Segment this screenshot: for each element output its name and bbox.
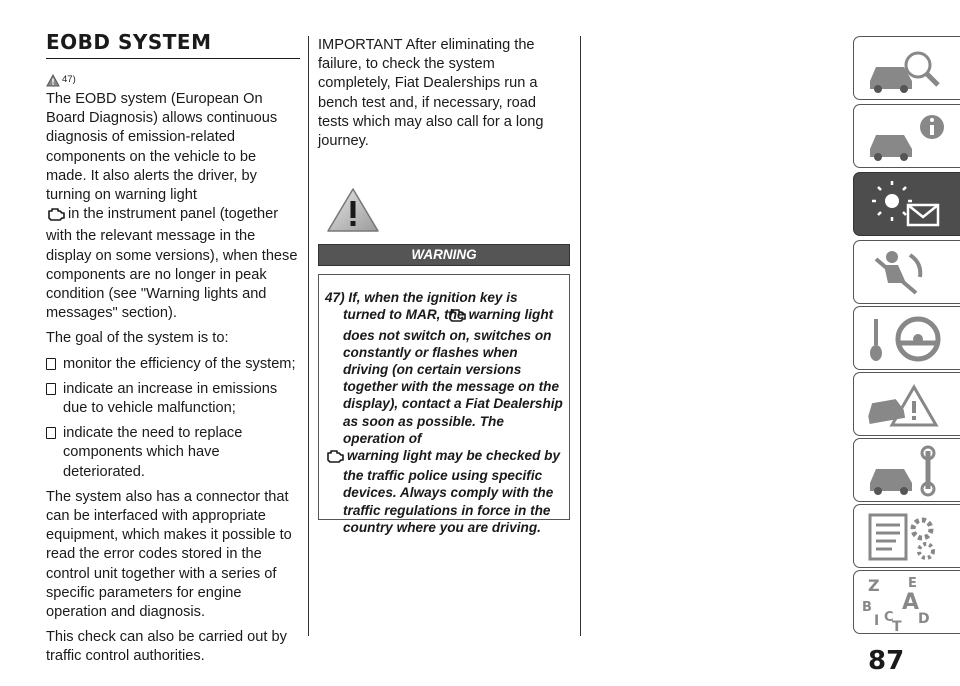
tab-maintenance[interactable] bbox=[853, 438, 960, 502]
list-item: indicate an increase in emissions due to vehicle malfunction; bbox=[46, 380, 300, 418]
page-number: 87 bbox=[868, 646, 905, 676]
tab-emergency[interactable] bbox=[853, 372, 960, 436]
svg-text:Z: Z bbox=[868, 576, 880, 595]
tab-warning-lights[interactable] bbox=[853, 172, 960, 236]
intro-paragraph bbox=[46, 90, 300, 323]
svg-text:D: D bbox=[918, 611, 930, 627]
svg-text:B: B bbox=[862, 600, 872, 615]
intro-text-a: The EOBD system (European On Board Diagnosis) allows continuous diagnosis of emission-related components on the vehicle to be made. It also alerts the driver, by turning on warning light bbox=[46, 91, 278, 204]
warning-box bbox=[318, 274, 570, 535]
column-divider bbox=[580, 36, 581, 636]
list-item: indicate the need to replace components which have deteriorated. bbox=[46, 424, 300, 482]
car-search-icon bbox=[862, 41, 952, 97]
engine-check-icon bbox=[343, 449, 345, 467]
tab-technical-data[interactable] bbox=[853, 504, 960, 568]
car-emergency-icon bbox=[862, 377, 952, 433]
svg-text:A: A bbox=[902, 590, 920, 615]
middle-column bbox=[318, 36, 570, 535]
checkbox-bullet-icon bbox=[46, 358, 56, 370]
tab-index[interactable] bbox=[853, 570, 960, 634]
section-title: EOBD SYSTEM bbox=[46, 30, 300, 59]
goal-paragraph: The goal of the system is to: bbox=[46, 330, 229, 347]
warning-reference bbox=[46, 67, 300, 87]
svg-text:I: I bbox=[874, 613, 880, 629]
svg-text:C: C bbox=[884, 610, 894, 625]
checkbox-bullet-icon bbox=[46, 427, 56, 439]
intro-text-b: in the instrument panel (together with the relevant message in the display on some versions), when these components are no longer in peak condition (see "Warning lights and messages" section). bbox=[46, 206, 298, 322]
tab-starting-driving[interactable] bbox=[853, 306, 960, 370]
steering-key-icon bbox=[862, 311, 952, 367]
car-maintenance-icon bbox=[862, 443, 952, 499]
important-paragraph: IMPORTANT After eliminating the failure, to check the system completely, Fiat Dealerships run a bench test and, if necessary, road tests which may also call for a long journey. bbox=[318, 37, 544, 150]
svg-text:T: T bbox=[892, 619, 902, 631]
warning-header: WARNING bbox=[318, 244, 570, 266]
engine-check-icon bbox=[46, 207, 66, 227]
specs-gears-icon bbox=[862, 509, 952, 565]
alphabet-index-icon bbox=[862, 575, 952, 631]
warning-lights-icon bbox=[862, 177, 952, 233]
car-info-icon bbox=[862, 109, 952, 165]
engine-check-icon bbox=[465, 308, 467, 326]
tab-knowing-instrument[interactable] bbox=[853, 104, 960, 168]
left-column bbox=[46, 30, 300, 673]
column-divider bbox=[308, 36, 309, 636]
authorities-paragraph: This check can also be carried out by traffic control authorities. bbox=[46, 629, 287, 665]
connector-paragraph: The system also has a connector that can be interfaced with appropriate equipment, which makes it possible to read the error codes stored in the control unit together with a series of specific parameters for engine operation and diagnosis. bbox=[46, 488, 292, 621]
warning-ref-number: 47) bbox=[62, 74, 76, 85]
tab-getting-to-know-car[interactable] bbox=[853, 36, 960, 100]
safety-airbag-icon bbox=[862, 245, 952, 301]
warning-text: 47) If, when the ignition key is turned to MAR, the warning light does not switch on, switches on constantly or flashes when driving (on certain versions together with the message on the display), contact a Fiat Dealership as soon as possible. The operation of warning light may be checked by the traffic police using specific devices. Always comply with the traffic regulations in force in the country where you are driving. bbox=[325, 290, 563, 535]
svg-text:E: E bbox=[908, 576, 917, 591]
warning-triangle-icon bbox=[46, 74, 60, 87]
checkbox-bullet-icon bbox=[46, 383, 56, 395]
large-warning-triangle-icon bbox=[326, 187, 380, 233]
tab-safety[interactable] bbox=[853, 240, 960, 304]
list-item: monitor the efficiency of the system; bbox=[46, 355, 300, 374]
goal-list bbox=[46, 355, 300, 482]
